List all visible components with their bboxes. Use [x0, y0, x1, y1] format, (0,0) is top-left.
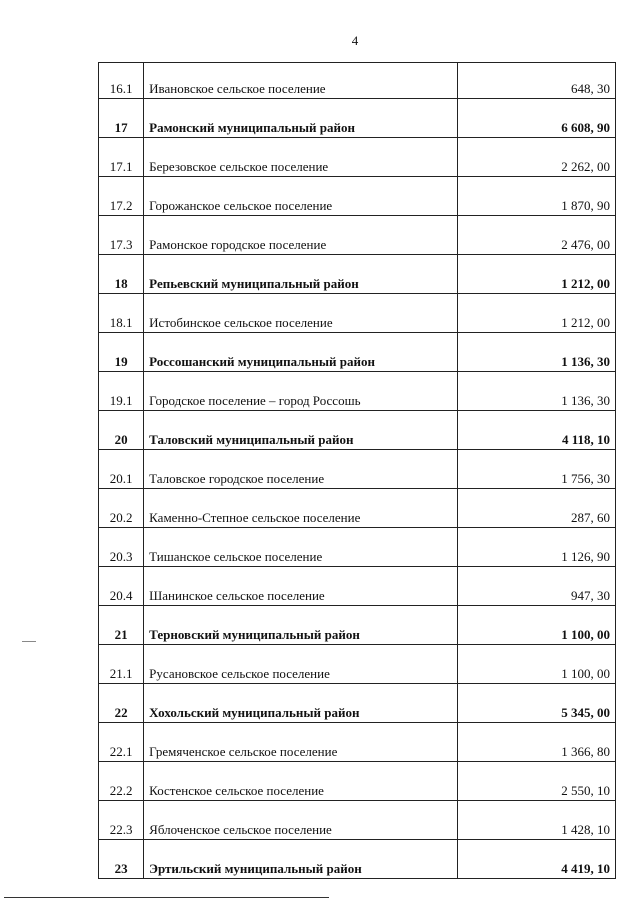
settlement-row: [99, 489, 616, 528]
row-name: Таловский муниципальный район: [144, 411, 458, 450]
row-name: Яблоченское сельское поселение: [144, 801, 458, 840]
row-value: 1 870, 90: [458, 177, 616, 216]
row-value: 2 476, 00: [458, 216, 616, 255]
row-number: 20.3: [99, 528, 144, 567]
settlement-row: [99, 216, 616, 255]
row-name: Таловское городское поселение: [144, 450, 458, 489]
row-number: 21: [99, 606, 144, 645]
row-value: 4 419, 10: [458, 840, 616, 879]
row-name: Костенское сельское поселение: [144, 762, 458, 801]
row-number: 23: [99, 840, 144, 879]
settlement-row: [99, 528, 616, 567]
district-row: [99, 99, 616, 138]
district-row: [99, 411, 616, 450]
row-name: Эртильский муниципальный район: [144, 840, 458, 879]
row-value: 648, 30: [458, 63, 616, 99]
settlement-row: [99, 372, 616, 411]
row-value: 1 136, 30: [458, 372, 616, 411]
row-value: 1 366, 80: [458, 723, 616, 762]
row-name: Каменно-Степное сельское поселение: [144, 489, 458, 528]
row-name: Ивановское сельское поселение: [144, 63, 458, 99]
row-value: 5 345, 00: [458, 684, 616, 723]
settlement-row: [99, 177, 616, 216]
row-number: 21.1: [99, 645, 144, 684]
footnote-rule: [4, 897, 329, 898]
row-value: 2 550, 10: [458, 762, 616, 801]
page-number: 4: [351, 33, 359, 48]
row-name: Терновский муниципальный район: [144, 606, 458, 645]
row-value: 1 100, 00: [458, 645, 616, 684]
row-value: 4 118, 10: [458, 411, 616, 450]
district-row: [99, 840, 616, 879]
margin-mark: [22, 641, 36, 642]
row-number: 20.2: [99, 489, 144, 528]
row-number: 17.2: [99, 177, 144, 216]
allocation-table-body: [99, 63, 616, 879]
row-number: 19: [99, 333, 144, 372]
row-number: 17: [99, 99, 144, 138]
row-value: 1 126, 90: [458, 528, 616, 567]
row-value: 1 212, 00: [458, 294, 616, 333]
district-row: [99, 684, 616, 723]
row-number: 20: [99, 411, 144, 450]
row-name: Россошанский муниципальный район: [144, 333, 458, 372]
row-value: 1 100, 00: [458, 606, 616, 645]
row-number: 20.1: [99, 450, 144, 489]
row-number: 22.1: [99, 723, 144, 762]
row-number: 22: [99, 684, 144, 723]
settlement-row: [99, 567, 616, 606]
row-name: Шанинское сельское поселение: [144, 567, 458, 606]
row-name: Горожанское сельское поселение: [144, 177, 458, 216]
allocation-table: [98, 62, 616, 879]
row-number: 17.1: [99, 138, 144, 177]
row-value: 2 262, 00: [458, 138, 616, 177]
settlement-row: [99, 645, 616, 684]
district-row: [99, 255, 616, 294]
settlement-row: [99, 762, 616, 801]
row-value: 1 212, 00: [458, 255, 616, 294]
row-name: Русановское сельское поселение: [144, 645, 458, 684]
row-value: 1 428, 10: [458, 801, 616, 840]
settlement-row: [99, 63, 616, 99]
row-number: 22.3: [99, 801, 144, 840]
row-number: 18.1: [99, 294, 144, 333]
row-name: Рамонский муниципальный район: [144, 99, 458, 138]
district-row: [99, 333, 616, 372]
row-value: 1 136, 30: [458, 333, 616, 372]
row-number: 16.1: [99, 63, 144, 99]
row-name: Рамонское городское поселение: [144, 216, 458, 255]
row-value: 947, 30: [458, 567, 616, 606]
row-value: 6 608, 90: [458, 99, 616, 138]
settlement-row: [99, 138, 616, 177]
settlement-row: [99, 450, 616, 489]
row-name: Гремяченское сельское поселение: [144, 723, 458, 762]
row-name: Городское поселение – город Россошь: [144, 372, 458, 411]
row-number: 17.3: [99, 216, 144, 255]
district-row: [99, 606, 616, 645]
row-name: Репьевский муниципальный район: [144, 255, 458, 294]
row-value: 1 756, 30: [458, 450, 616, 489]
row-name: Тишанское сельское поселение: [144, 528, 458, 567]
row-number: 22.2: [99, 762, 144, 801]
row-name: Истобинское сельское поселение: [144, 294, 458, 333]
settlement-row: [99, 294, 616, 333]
row-number: 18: [99, 255, 144, 294]
row-value: 287, 60: [458, 489, 616, 528]
settlement-row: [99, 801, 616, 840]
row-name: Березовское сельское поселение: [144, 138, 458, 177]
settlement-row: [99, 723, 616, 762]
row-name: Хохольский муниципальный район: [144, 684, 458, 723]
row-number: 20.4: [99, 567, 144, 606]
row-number: 19.1: [99, 372, 144, 411]
